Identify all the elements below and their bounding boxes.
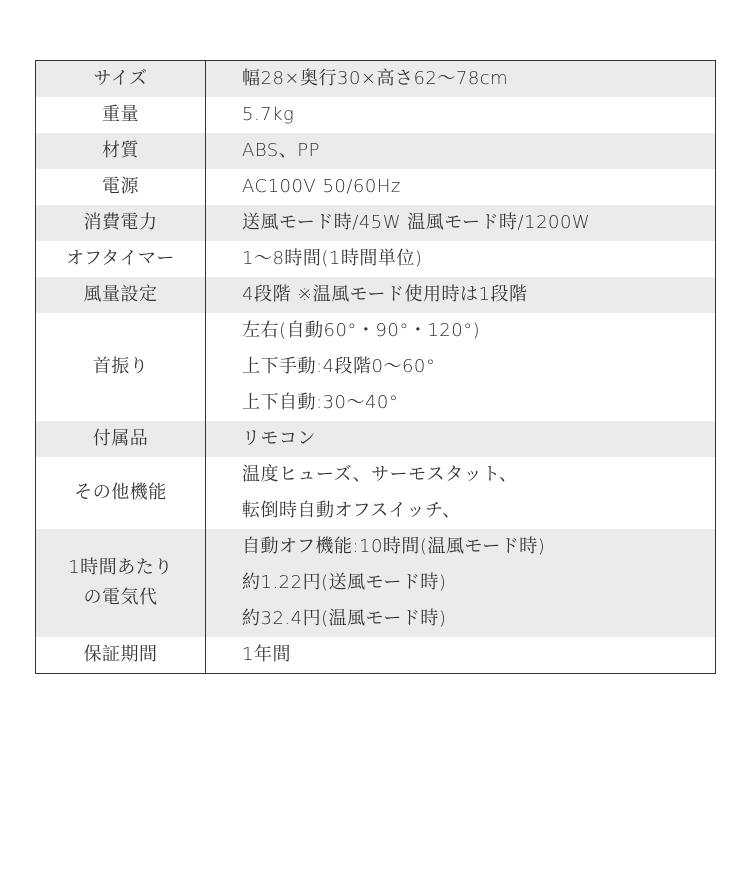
spec-value-line: 約1.22円(送風モード時) xyxy=(242,572,447,593)
spec-label: 電源 xyxy=(36,169,206,205)
spec-value xyxy=(206,169,716,205)
spec-label-line: 1時間あたり xyxy=(68,557,173,578)
spec-label: 重量 xyxy=(36,97,206,133)
spec-row-airflow xyxy=(36,277,716,313)
spec-value-line: 幅28×奥行30×高さ62〜78cm xyxy=(242,68,509,89)
spec-label: 付属品 xyxy=(36,421,206,457)
spec-value-line: 4段階 ※温風モード使用時は1段階 xyxy=(242,284,528,305)
spec-label: その他機能 xyxy=(36,457,206,529)
spec-value xyxy=(206,529,716,637)
spec-table xyxy=(35,60,716,674)
spec-row-power-consumption xyxy=(36,205,716,241)
spec-row-oscillation xyxy=(36,313,716,421)
spec-value xyxy=(206,277,716,313)
spec-value-line: 左右(自動60°・90°・120°) xyxy=(242,320,481,341)
spec-label: オフタイマー xyxy=(36,241,206,277)
spec-value-line: 温度ヒューズ、サーモスタット、 xyxy=(242,464,518,485)
spec-row-power-source xyxy=(36,169,716,205)
spec-value xyxy=(206,421,716,457)
spec-value-line: 送風モード時/45W 温風モード時/1200W xyxy=(242,212,591,233)
spec-value-line: 約32.4円(温風モード時) xyxy=(242,608,447,629)
spec-value xyxy=(206,457,716,529)
spec-value-line: 1〜8時間(1時間単位) xyxy=(242,248,423,269)
spec-value-line: ABS、PP xyxy=(242,140,320,161)
spec-value xyxy=(206,97,716,133)
spec-label: サイズ xyxy=(36,61,206,98)
spec-value-line: 1年間 xyxy=(242,644,291,665)
spec-value-line: 上下手動:4段階0〜60° xyxy=(242,356,436,377)
spec-label: 保証期間 xyxy=(36,637,206,674)
spec-row-electricity-cost xyxy=(36,529,716,637)
spec-value xyxy=(206,313,716,421)
spec-label-line: の電気代 xyxy=(83,587,158,608)
spec-value xyxy=(206,241,716,277)
spec-label xyxy=(36,529,206,637)
spec-value-line: 5.7kg xyxy=(242,104,295,125)
spec-row-accessories xyxy=(36,421,716,457)
spec-value xyxy=(206,133,716,169)
spec-label: 消費電力 xyxy=(36,205,206,241)
spec-value xyxy=(206,61,716,98)
spec-value xyxy=(206,205,716,241)
spec-row-other-features xyxy=(36,457,716,529)
spec-row-size xyxy=(36,61,716,98)
spec-value-line: リモコン xyxy=(242,428,316,449)
spec-row-off-timer xyxy=(36,241,716,277)
spec-row-warranty xyxy=(36,637,716,674)
spec-label: 首振り xyxy=(36,313,206,421)
spec-value-line: 上下自動:30〜40° xyxy=(242,392,399,413)
spec-value-line: AC100V 50/60Hz xyxy=(242,176,401,197)
spec-value-line: 自動オフ機能:10時間(温風モード時) xyxy=(242,536,546,557)
spec-row-weight xyxy=(36,97,716,133)
spec-value xyxy=(206,637,716,674)
spec-row-material xyxy=(36,133,716,169)
spec-value-line: 転倒時自動オフスイッチ、 xyxy=(242,500,461,521)
spec-label: 風量設定 xyxy=(36,277,206,313)
spec-label: 材質 xyxy=(36,133,206,169)
